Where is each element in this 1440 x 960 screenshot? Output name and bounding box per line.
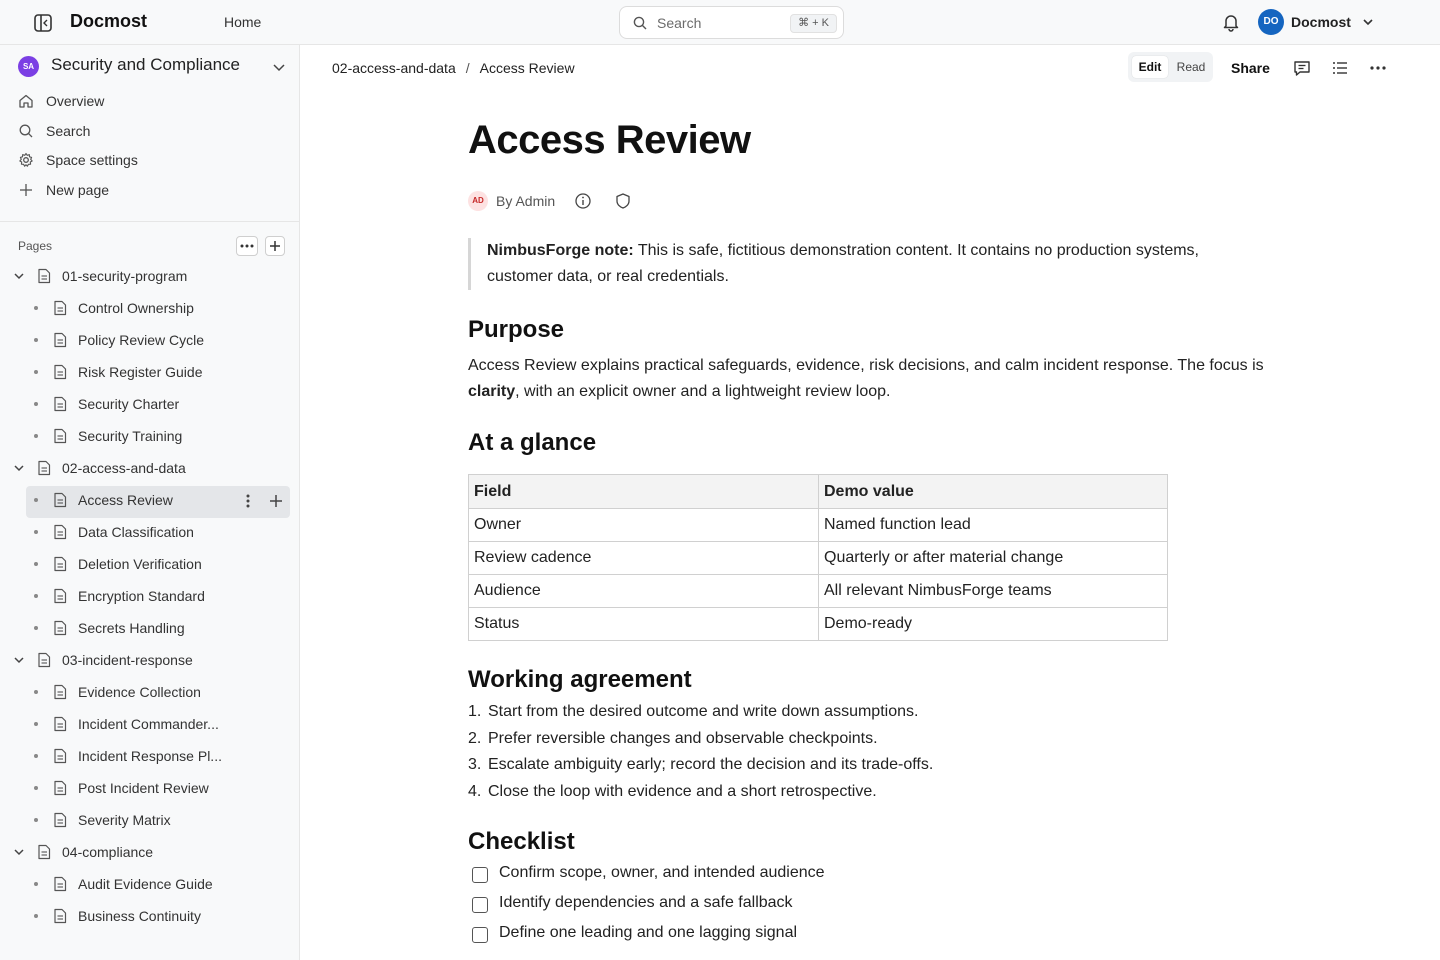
chevron-down-icon[interactable] [13, 462, 25, 474]
list-number: 1. [468, 703, 482, 720]
table-cell[interactable]: Owner [469, 509, 819, 542]
document-icon [53, 716, 67, 732]
table-header-row [469, 475, 1168, 509]
bullet-dot [34, 786, 38, 790]
tree-page[interactable] [0, 582, 300, 610]
tree-item-label: Secrets Handling [78, 620, 185, 636]
table-of-contents-icon[interactable] [1331, 59, 1349, 77]
document-icon [37, 844, 51, 860]
tree-folder[interactable] [0, 838, 300, 866]
checklist-item-label[interactable]: Define one leading and one lagging signal [499, 924, 798, 941]
tree-item-label: Security Training [78, 428, 183, 444]
tree-item-label: 03-incident-response [62, 652, 193, 668]
list-number: 4. [468, 782, 482, 800]
sidebar-item-label: New page [46, 182, 110, 198]
document-icon [37, 652, 51, 668]
list-item[interactable] [468, 779, 1268, 806]
author-name: By Admin [496, 193, 556, 209]
document-icon [53, 588, 67, 604]
list-item-text: Prefer reversible changes and observable checkpoints. [488, 729, 878, 747]
read-mode-button[interactable]: Read [1176, 60, 1206, 74]
chevron-down-icon[interactable] [13, 654, 25, 666]
tree-page[interactable] [0, 550, 300, 578]
checkbox[interactable] [472, 897, 488, 913]
table-row [469, 608, 1168, 641]
tree-page[interactable] [0, 390, 300, 418]
heading-checklist[interactable]: Checklist [468, 828, 575, 855]
checklist-item [472, 892, 1272, 922]
document-icon [53, 620, 67, 636]
home-link[interactable]: Home [224, 14, 262, 30]
info-icon[interactable] [574, 192, 592, 210]
add-page-button[interactable] [265, 236, 285, 256]
list-item[interactable] [468, 699, 1268, 726]
tree-page[interactable] [0, 518, 300, 546]
gear-icon [18, 152, 34, 168]
bullet-dot [34, 498, 38, 502]
space-switcher[interactable] [18, 54, 290, 78]
sidebar-toggle-icon[interactable] [32, 12, 54, 34]
bullet-dot [34, 818, 38, 822]
table-header-cell[interactable]: Field [469, 475, 819, 509]
callout-title: NimbusForge note: [487, 242, 634, 259]
table-cell[interactable]: Audience [469, 575, 819, 608]
search-shortcut-badge: ⌘ + K [790, 14, 837, 33]
tree-page[interactable] [0, 486, 300, 514]
list-number: 3. [468, 756, 482, 773]
document-icon [53, 684, 67, 700]
tree-page[interactable] [0, 870, 300, 898]
document-icon [53, 812, 67, 828]
pages-menu-button[interactable] [236, 236, 258, 256]
document-icon [53, 396, 67, 412]
purpose-text: , with an explicit owner and a lightweight review loop. [515, 383, 891, 400]
breadcrumb-separator: / [465, 60, 470, 76]
tree-item-label: Incident Response Pl... [78, 748, 222, 764]
bullet-dot [34, 626, 38, 630]
tree-page[interactable] [0, 742, 300, 770]
sidebar-item-label: Overview [46, 93, 105, 109]
bullet-dot [34, 338, 38, 342]
breadcrumb-parent[interactable]: 02-access-and-data [332, 60, 456, 76]
tree-item-label: Risk Register Guide [78, 364, 203, 380]
plus-icon [266, 237, 284, 255]
callout-text: This is safe, fictitious demonstration content. It contains no production systems, customer data, or real credentials. [487, 242, 1199, 285]
list-item[interactable] [468, 726, 1268, 753]
bullet-dot [34, 754, 38, 758]
sidebar-item-overview[interactable] [18, 89, 278, 113]
sidebar-divider [0, 221, 300, 222]
app-logo[interactable]: Docmost [70, 11, 148, 31]
table-cell[interactable]: Demo-ready [819, 608, 1168, 641]
plus-icon [18, 182, 34, 198]
tree-folder[interactable] [0, 454, 300, 482]
tree-page[interactable] [0, 902, 300, 930]
author-avatar: AD [468, 191, 488, 211]
bullet-dot [34, 562, 38, 566]
table-cell[interactable]: Named function lead [819, 509, 1168, 542]
tree-item-label: Policy Review Cycle [78, 332, 205, 348]
sidebar-item-new-page[interactable] [18, 178, 278, 202]
document-icon [53, 300, 67, 316]
document-icon [53, 524, 67, 540]
tree-item-label: Control Ownership [78, 300, 194, 316]
tree-page[interactable] [0, 358, 300, 386]
checklist [472, 862, 1272, 952]
tree-item-label: Incident Commander... [78, 716, 219, 732]
bullet-dot [34, 434, 38, 438]
tree-page[interactable] [0, 614, 300, 642]
bullet-dot [34, 402, 38, 406]
checklist-item-label[interactable]: Identify dependencies and a safe fallback [499, 894, 793, 911]
bullet-dot [34, 914, 38, 918]
pages-section-label: Pages [18, 239, 53, 253]
chevron-down-icon[interactable] [272, 60, 286, 74]
shield-icon[interactable] [614, 192, 632, 210]
tree-item-label: Business Continuity [78, 908, 201, 924]
checkbox[interactable] [472, 867, 488, 883]
document-icon [53, 876, 67, 892]
home-icon [18, 93, 34, 109]
table-cell[interactable]: Status [469, 608, 819, 641]
tree-page[interactable] [0, 710, 300, 738]
breadcrumb [332, 60, 575, 76]
tree-item-label: Post Incident Review [78, 780, 209, 796]
tree-item-label: Audit Evidence Guide [78, 876, 213, 892]
user-name[interactable]: Docmost [1291, 14, 1351, 30]
dots-vertical-icon[interactable] [241, 492, 255, 510]
page-title[interactable]: Access Review [468, 118, 751, 162]
document-icon [53, 780, 67, 796]
checklist-item-label[interactable]: Confirm scope, owner, and intended audience [499, 864, 825, 881]
heading-at-a-glance[interactable]: At a glance [468, 429, 597, 456]
search-icon [632, 15, 648, 31]
dots-horizontal-icon [237, 237, 257, 255]
list-item-text: Escalate ambiguity early; record the decision and its trade-offs. [488, 756, 934, 773]
tree-page[interactable] [0, 774, 300, 802]
document-icon [53, 748, 67, 764]
tree-item-label: 02-access-and-data [62, 460, 186, 476]
space-avatar: SA [18, 56, 39, 77]
table-header-cell[interactable]: Demo value [819, 475, 1168, 509]
table-row [469, 509, 1168, 542]
checklist-item [472, 922, 1272, 952]
checkbox[interactable] [472, 927, 488, 943]
sidebar-item-space-settings[interactable] [18, 148, 278, 172]
share-button[interactable]: Share [1231, 60, 1270, 76]
document-icon [53, 428, 67, 444]
list-item[interactable] [468, 752, 1268, 779]
search-icon [18, 123, 34, 139]
search-placeholder: Search [657, 15, 702, 31]
tree-item-label: 01-security-program [62, 268, 188, 284]
tree-item-label: Deletion Verification [78, 556, 202, 572]
bullet-dot [34, 306, 38, 310]
document-icon [37, 268, 51, 284]
document-icon [53, 492, 67, 508]
tree-page[interactable] [0, 326, 300, 354]
breadcrumb-current[interactable]: Access Review [479, 60, 575, 76]
table-cell[interactable]: All relevant NimbusForge teams [819, 575, 1168, 608]
table-cell[interactable]: Quarterly or after material change [819, 542, 1168, 575]
bullet-dot [34, 722, 38, 726]
table-row [469, 575, 1168, 608]
tree-folder[interactable] [0, 262, 300, 290]
chevron-down-icon[interactable] [13, 270, 25, 282]
page-byline [468, 190, 768, 212]
sidebar [0, 45, 300, 960]
bullet-dot [34, 690, 38, 694]
tree-page[interactable] [0, 806, 300, 834]
bullet-dot [34, 594, 38, 598]
agreement-list [468, 699, 1268, 805]
document-icon [37, 460, 51, 476]
plus-icon[interactable] [268, 493, 284, 509]
sidebar-item-search[interactable] [18, 119, 278, 143]
tree-item-label: Access Review [78, 492, 173, 508]
table-cell[interactable]: Review cadence [469, 542, 819, 575]
chevron-down-icon[interactable] [1362, 16, 1374, 28]
purpose-text: Access Review explains practical safeguards, evidence, risk decisions, and calm incident response. The focus is [468, 357, 1264, 374]
tree-item-label: Data Classification [78, 524, 194, 540]
document-icon [53, 364, 67, 380]
sidebar-item-label: Search [46, 123, 91, 139]
checklist-item [472, 862, 1272, 892]
tree-item-label: Severity Matrix [78, 812, 171, 828]
tree-page[interactable] [0, 678, 300, 706]
comment-icon[interactable] [1293, 59, 1311, 77]
tree-item-label: Encryption Standard [78, 588, 205, 604]
glance-table[interactable] [468, 474, 1168, 641]
tree-page[interactable] [0, 422, 300, 450]
chevron-down-icon[interactable] [13, 846, 25, 858]
heading-purpose[interactable]: Purpose [468, 316, 565, 343]
sidebar-item-label: Space settings [46, 152, 138, 168]
tree-item-label: Security Charter [78, 396, 180, 412]
list-item-text: Start from the desired outcome and write down assumptions. [488, 703, 919, 720]
document-icon [53, 908, 67, 924]
tree-folder[interactable] [0, 646, 300, 674]
tree-page[interactable] [0, 294, 300, 322]
bullet-dot [34, 370, 38, 374]
list-number: 2. [468, 729, 482, 747]
note-callout[interactable] [468, 238, 1248, 290]
edit-read-toggle [1128, 52, 1213, 82]
table-row [469, 542, 1168, 575]
purpose-bold-text: clarity [468, 383, 516, 400]
edit-mode-button[interactable]: Edit [1132, 56, 1168, 78]
search-input[interactable] [619, 6, 844, 39]
space-name: Security and Compliance [51, 55, 240, 74]
user-avatar[interactable]: DO [1258, 9, 1284, 35]
tree-item-label: 04-compliance [62, 844, 154, 860]
heading-working-agreement[interactable]: Working agreement [468, 666, 692, 693]
list-item-text: Close the loop with evidence and a short retrospective. [488, 782, 877, 800]
bullet-dot [34, 530, 38, 534]
more-options-icon[interactable] [1369, 59, 1387, 77]
tree-item-label: Evidence Collection [78, 684, 201, 700]
bell-icon[interactable] [1222, 12, 1240, 32]
bullet-dot [34, 882, 38, 886]
purpose-paragraph[interactable] [468, 353, 1268, 405]
document-icon [53, 556, 67, 572]
document-icon [53, 332, 67, 348]
top-header [0, 0, 1440, 45]
